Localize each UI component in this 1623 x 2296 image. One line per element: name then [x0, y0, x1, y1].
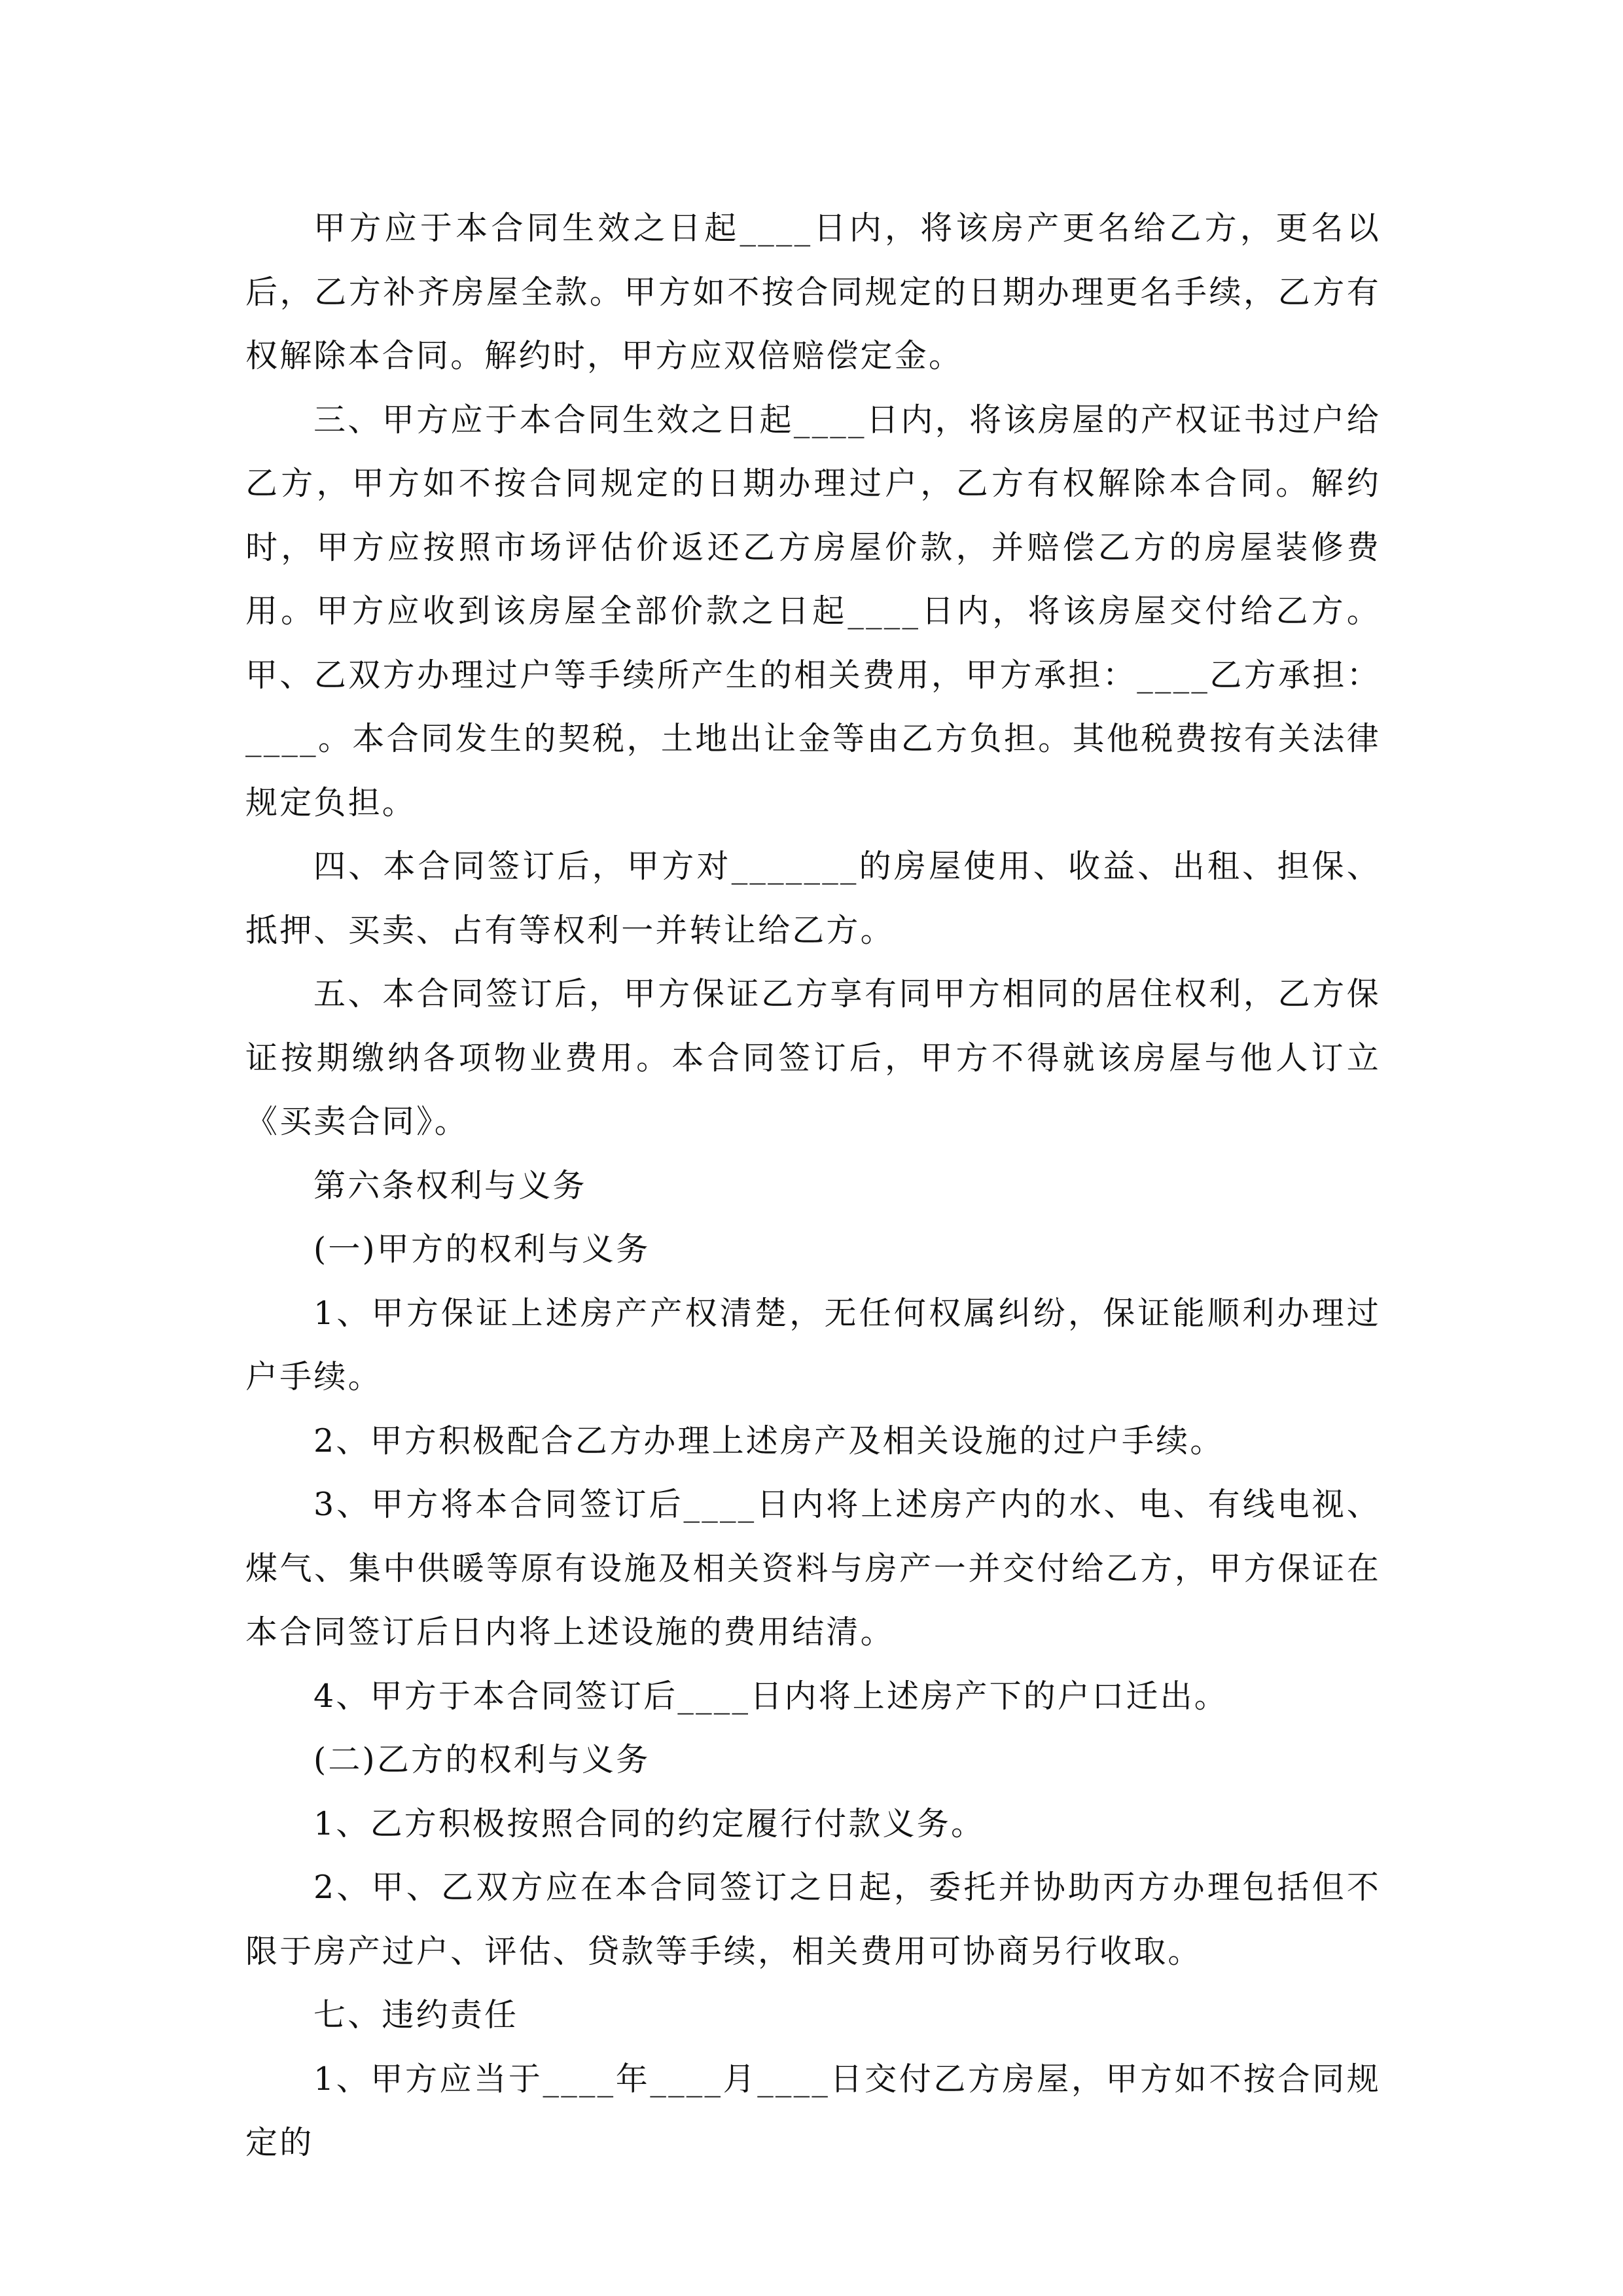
list-item: 2、甲、乙双方应在本合同签订之日起，委托并协助丙方办理包括但不限于房产过户、评估、贷款等手续，相关费用可协商另行收取。: [245, 1869, 1381, 1970]
list-item: 1、甲方保证上述房产产权清楚，无任何权属纠纷，保证能顺利办理过户手续。: [245, 1294, 1381, 1395]
paragraph-clause-four: 四、本合同签订后，甲方对_______的房屋使用、收益、出租、担保、抵押、买卖、占有等权利一并转让给乙方。: [245, 848, 1381, 949]
section-heading-breach-liability: 七、违约责任: [313, 1996, 519, 2034]
list-item: 1、甲方应当于____年____月____日交付乙方房屋，甲方如不按合同规定的: [245, 2060, 1381, 2161]
subheading-party-a-rights: (一)甲方的权利与义务: [313, 1230, 651, 1268]
paragraph-clause-five: 五、本合同签订后，甲方保证乙方享有同甲方相同的居住权利，乙方保证按期缴纳各项物业费用。本合同签订后，甲方不得就该房屋与他人订立《买卖合同》。: [245, 975, 1381, 1140]
paragraph-clause-three: 三、甲方应于本合同生效之日起____日内，将该房屋的产权证书过户给乙方，甲方如不按合同规定的日期办理过户，乙方有权解除本合同。解约时，甲方应按照市场评估价返还乙方房屋价款，并赔偿乙方的房屋装修费用。甲方应收到该房屋全部价款之日起____日内，将该房屋交付给乙方。甲、乙双方办理过户等手续所产生的相关费用，甲方承担：____乙方承担：____。本合同发生的契税，土地出让金等由乙方负担。其他税费按有关法律规定负担。: [245, 401, 1381, 821]
section-heading-rights-obligations: 第六条权利与义务: [313, 1166, 587, 1204]
paragraph-rename-clause: 甲方应于本合同生效之日起____日内，将该房产更名给乙方，更名以后，乙方补齐房屋全款。甲方如不按合同规定的日期办理更名手续，乙方有权解除本合同。解约时，甲方应双倍赔偿定金。: [245, 209, 1381, 374]
list-item: 2、甲方积极配合乙方办理上述房产及相关设施的过户手续。: [313, 1422, 1224, 1460]
list-item: 1、乙方积极按照合同的约定履行付款义务。: [313, 1804, 986, 1842]
list-item: 3、甲方将本合同签订后____日内将上述房产内的水、电、有线电视、煤气、集中供暖等原有设施及相关资料与房产一并交付给乙方，甲方保证在本合同签订后日内将上述设施的费用结清。: [245, 1486, 1381, 1651]
contract-text-body: [245, 196, 1381, 2175]
subheading-party-b-rights: (二)乙方的权利与义务: [313, 1741, 651, 1778]
list-item: 4、甲方于本合同签订后____日内将上述房产下的户口迁出。: [313, 1677, 1228, 1715]
